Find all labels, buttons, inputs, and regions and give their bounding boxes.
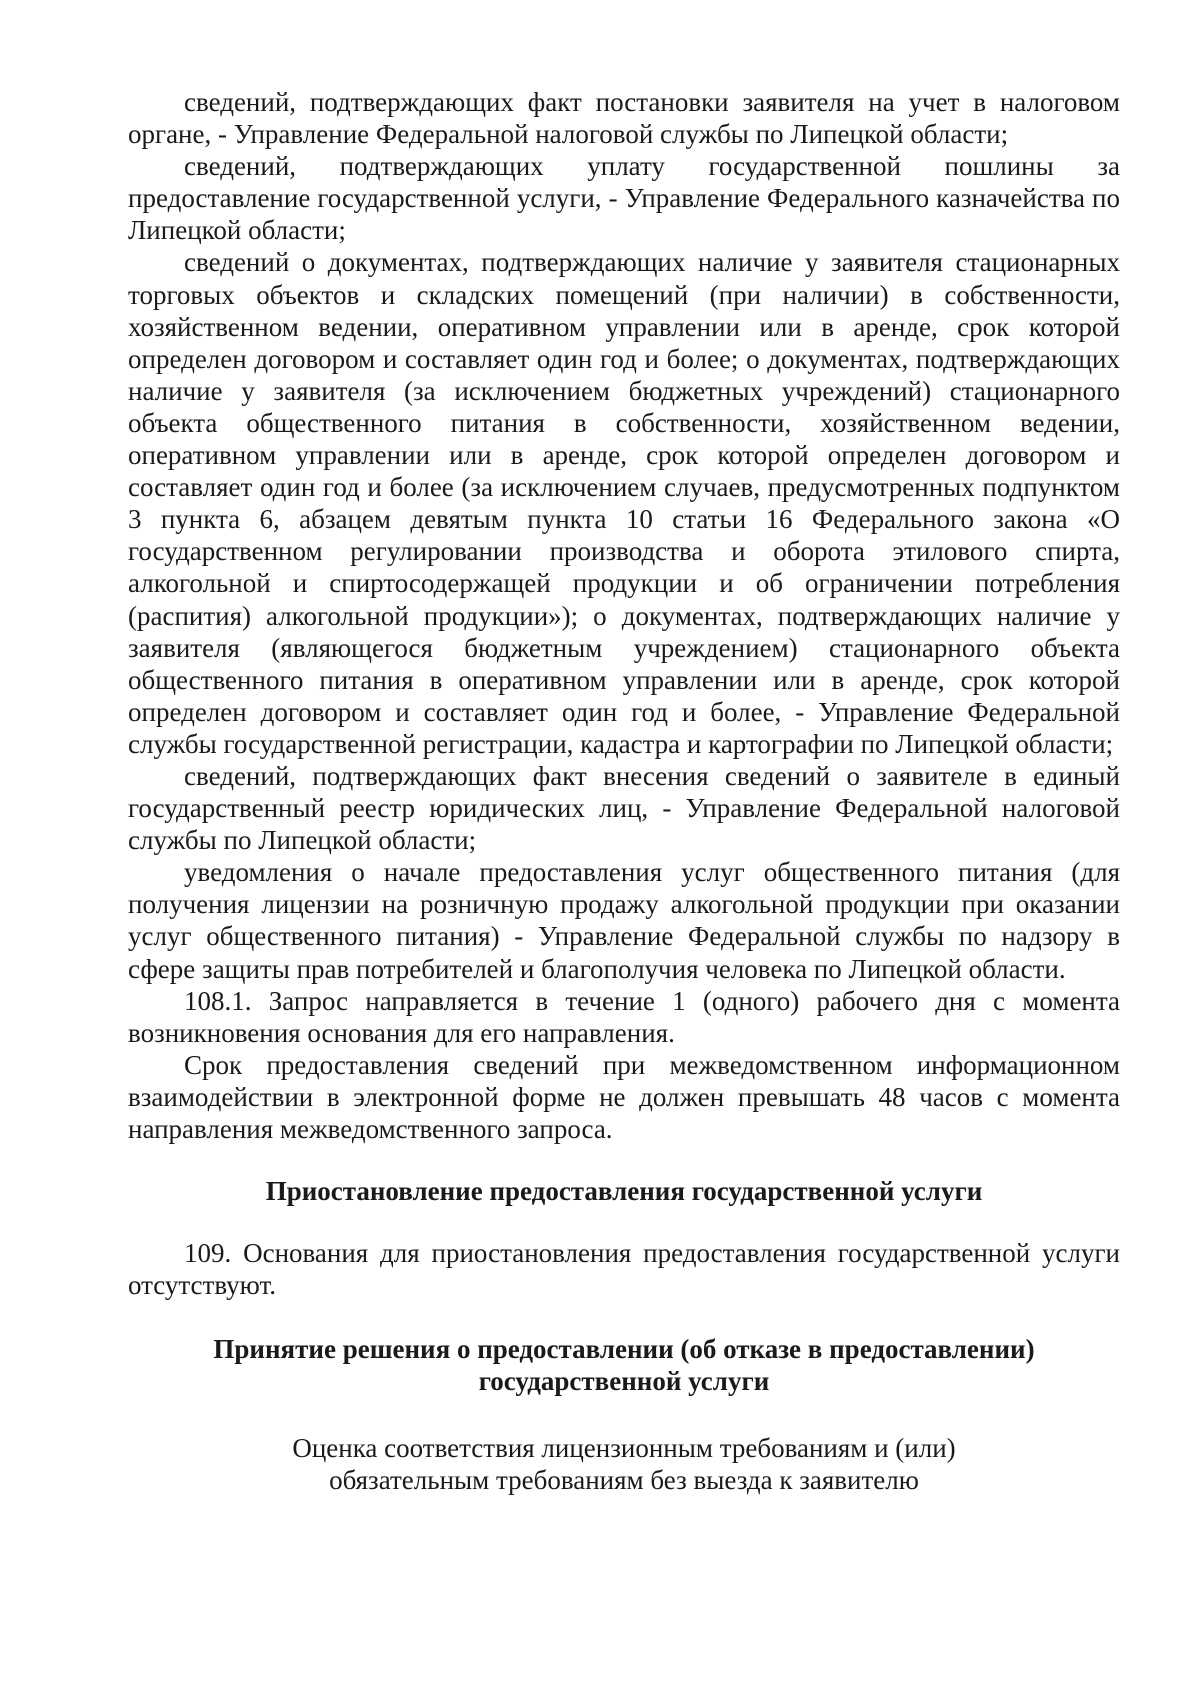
paragraph-response-term: Срок предоставления сведений при межведомственном информационном взаимодействии в электронной форме не должен превышать 48 часов с момента направления межведомственного запроса. xyxy=(128,1049,1120,1144)
subheading-compliance-assessment xyxy=(128,1432,1120,1496)
document-page xyxy=(128,86,1120,1496)
heading-suspension: Приостановление предоставления государственной услуги xyxy=(265,1176,983,1207)
heading-decision xyxy=(128,1333,1120,1397)
paragraph-108-1: 108.1. Запрос направляется в течение 1 (одного) рабочего дня с момента возникновения основания для его направления. xyxy=(128,985,1120,1048)
subheading-line-2: обязательным требованиям без выезда к заявителю xyxy=(329,1464,919,1495)
paragraph-state-fee: сведений, подтверждающих уплату государственной пошлины за предоставление государственной услуги, - Управление Федерального казначейства по Липецкой области; xyxy=(128,151,1120,246)
subheading-line-1: Оценка соответствия лицензионным требованиям и (или) xyxy=(292,1432,956,1463)
paragraph-property-documents: сведений о документах, подтверждающих наличие у заявителя стационарных торговых объектов и складских помещений (при наличии) в собственности, хозяйственном ведении, оперативном управлении или в аренде, срок которой определен договором и составляет один год и более; о документах, подтверждающих наличие у заявителя (за исключением бюджетных учреждений) стационарного объекта общественного питания в собственности, хозяйственном ведении, оперативном управлении или в аренде, срок которой определен договором и составляет один год и более (за исключением случаев, предусмотренных подпунктом 3 пункта 6, абзацем девятым пункта 10 статьи 16 Федерального закона «О государственном регулировании производства и оборота этилового спирта, алкогольной и спиртосодержащей продукции и об ограничении потребления (распития) алкогольной продукции»); о документах, подтверждающих наличие у заявителя (являющегося бюджетным учреждением) стационарного объекта общественного питания в оперативном управлении или в аренде, срок которой определен договором и составляет один год и более, - Управление Федеральной службы государственной регистрации, кадастра и картографии по Липецкой области; xyxy=(128,247,1120,759)
paragraph-tax-registration: сведений, подтверждающих факт постановки заявителя на учет в налоговом органе, - Управление Федеральной налоговой службы по Липецкой области; xyxy=(128,87,1120,150)
heading-decision-line-2: государственной услуги xyxy=(478,1366,770,1397)
paragraph-catering-notice: уведомления о начале предоставления услуг общественного питания (для получения лицензии на розничную продажу алкогольной продукции при оказании услуг общественного питания) - Управление Федеральной службы по надзору в сфере защиты прав потребителей и благополучия человека по Липецкой области. xyxy=(128,857,1120,984)
paragraph-109: 109. Основания для приостановления предоставления государственной услуги отсутствуют. xyxy=(128,1238,1120,1301)
heading-decision-line-1: Принятие решения о предоставлении (об отказе в предоставлении) xyxy=(213,1334,1035,1365)
paragraph-legal-entities-register: сведений, подтверждающих факт внесения сведений о заявителе в единый государственный реестр юридических лиц, - Управление Федеральной налоговой службы по Липецкой области; xyxy=(128,760,1120,856)
